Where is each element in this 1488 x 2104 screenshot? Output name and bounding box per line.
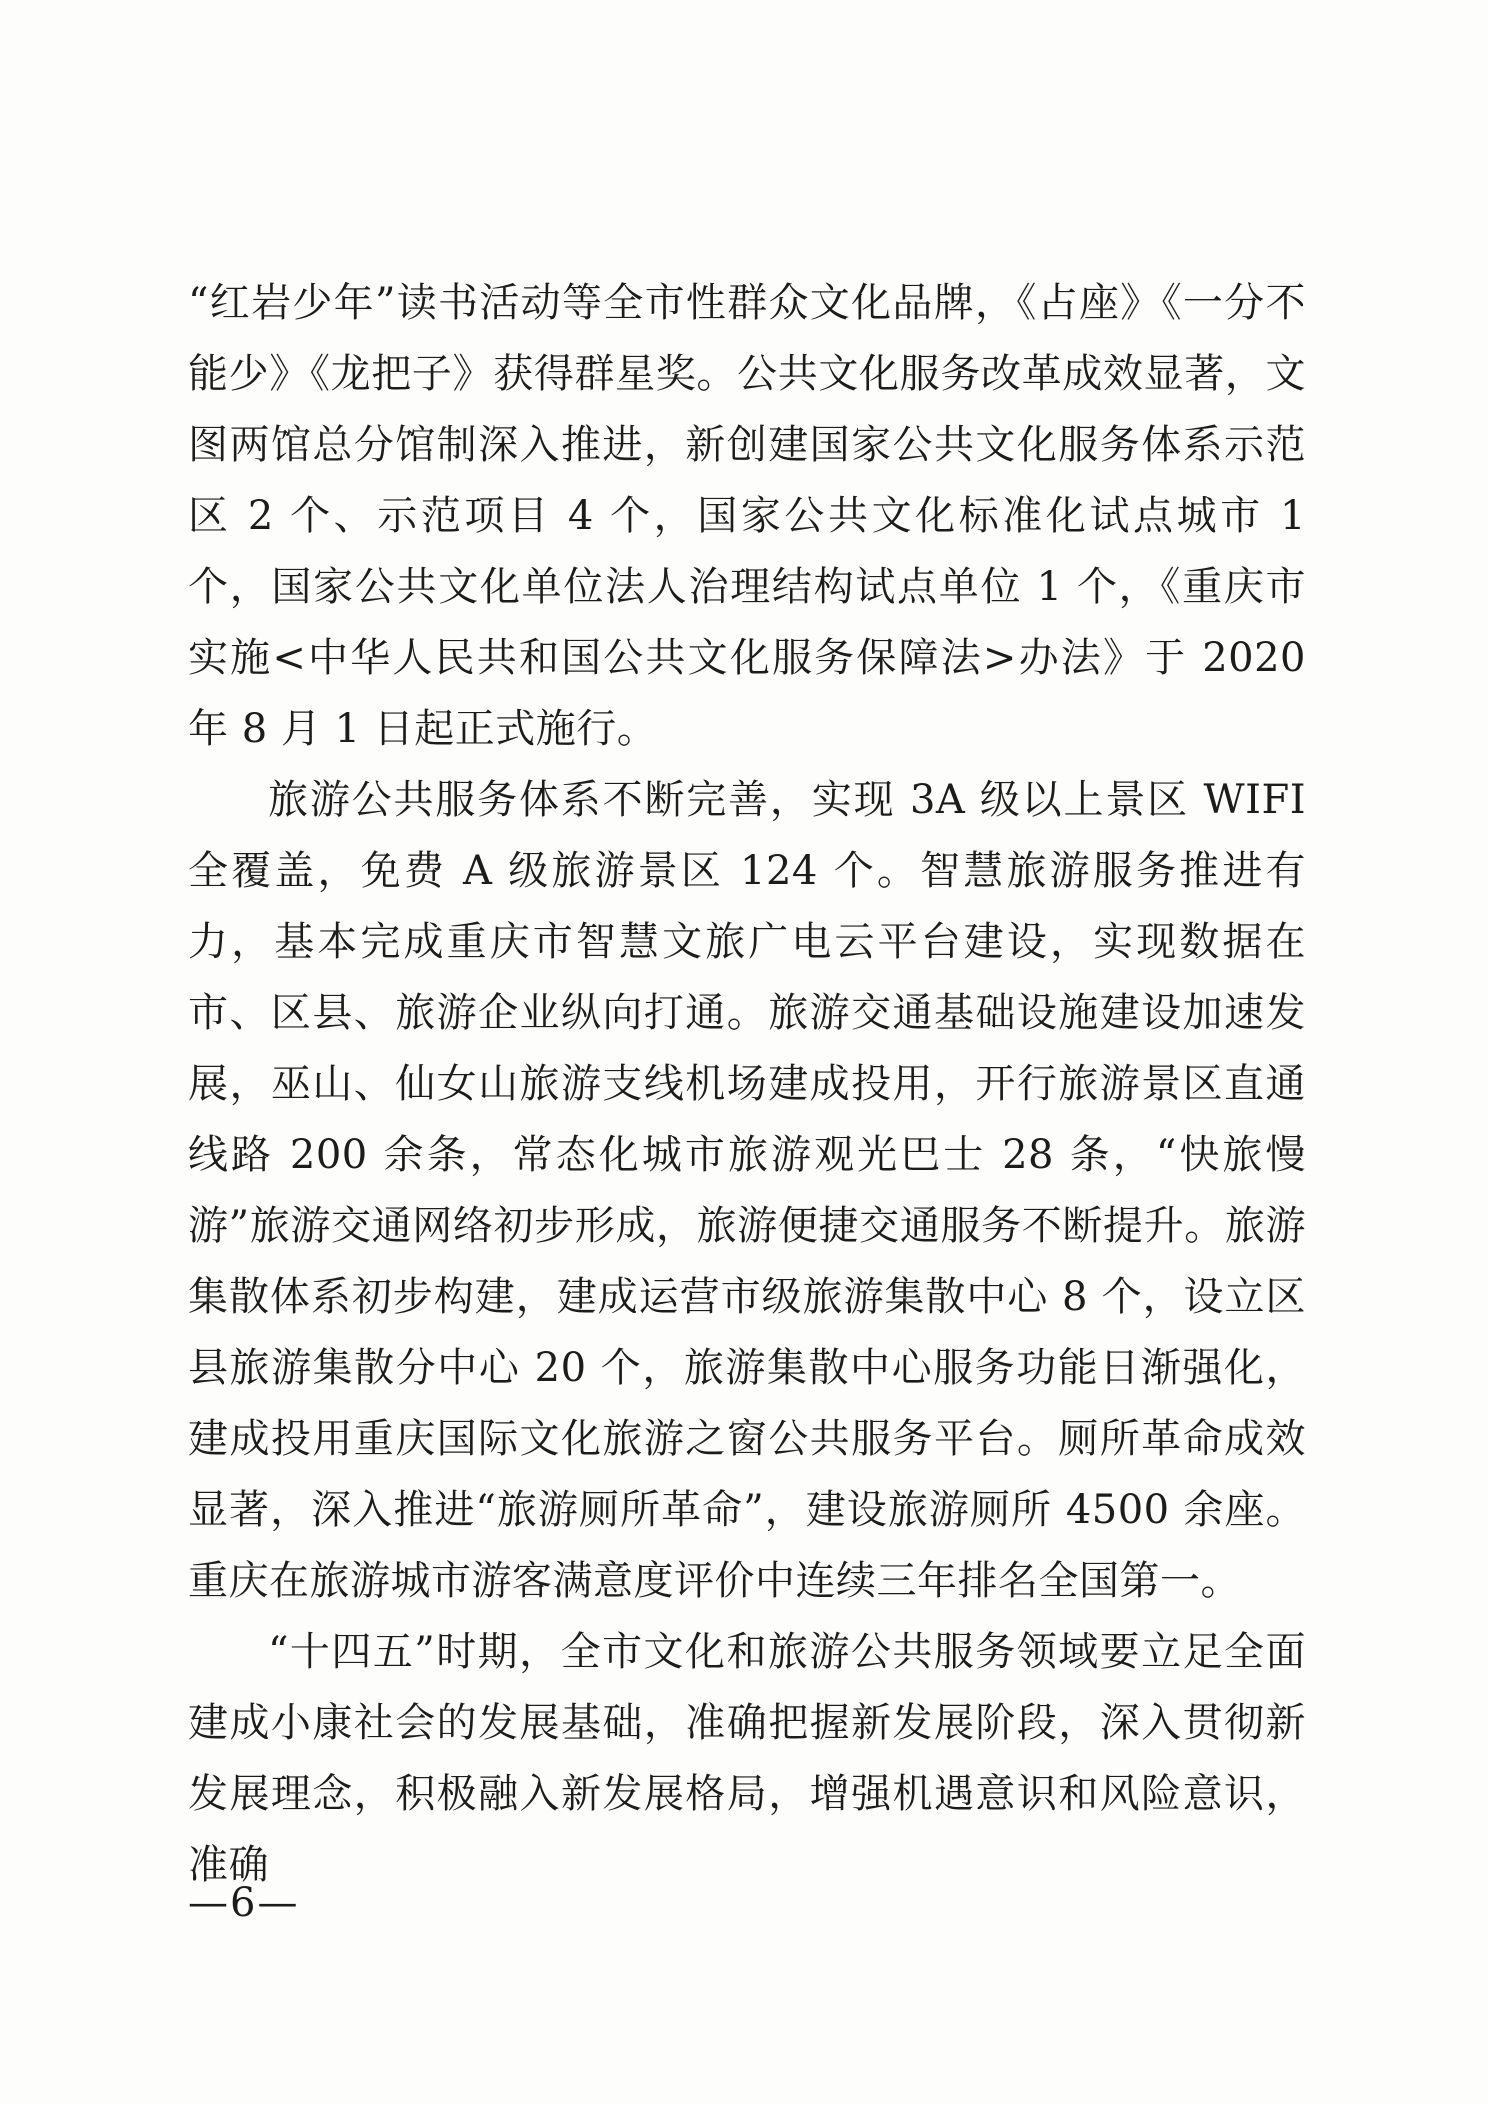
body-text [188,268,1306,1901]
paragraph-14th-five-year: “十四五”时期，全市文化和旅游公共服务领域要立足全面建成小康社会的发展基础，准确把握新发展阶段，深入贯彻新发展理念，积极融入新发展格局，增强机遇意识和风险意识，准确 [188,1629,1306,1888]
paragraph-continuation: “红岩少年”读书活动等全市性群众文化品牌，《占座》《一分不能少》《龙把子》获得群星奖。公共文化服务改革成效显著，文图两馆总分馆制深入推进，新创建国家公共文化服务体系示范区 2 个、示范项目 4 个，国家公共文化标准化试点城市 1 个，国家公共文化单位法人治理结构试点单位 1 个，《重庆市实施<中华人民共和国公共文化服务保障法>办法》于 2020 年 8 月 1 日起正式施行。 [188,280,1306,752]
page-number: —6— [188,1880,300,1926]
paragraph-tourism-services: 旅游公共服务体系不断完善，实现 3A 级以上景区 WIFI 全覆盖，免费 A 级旅游景区 124 个。智慧旅游服务推进有力，基本完成重庆市智慧文旅广电云平台建设，实现数据在市、区县、旅游企业纵向打通。旅游交通基础设施建设加速发展，巫山、仙女山旅游支线机场建成投用，开行旅游景区直通线路 200 余条，常态化城市旅游观光巴士 28 条，“快旅慢游”旅游交通网络初步形成，旅游便捷交通服务不断提升。旅游集散体系初步构建，建成运营市级旅游集散中心 8 个，设立区县旅游集散分中心 20 个，旅游集散中心服务功能日渐强化，建成投用重庆国际文化旅游之窗公共服务平台。厕所革命成效显著，深入推进“旅游厕所革命”，建设旅游厕所 4500 余座。重庆在旅游城市游客满意度评价中连续三年排名全国第一。 [188,777,1306,1604]
